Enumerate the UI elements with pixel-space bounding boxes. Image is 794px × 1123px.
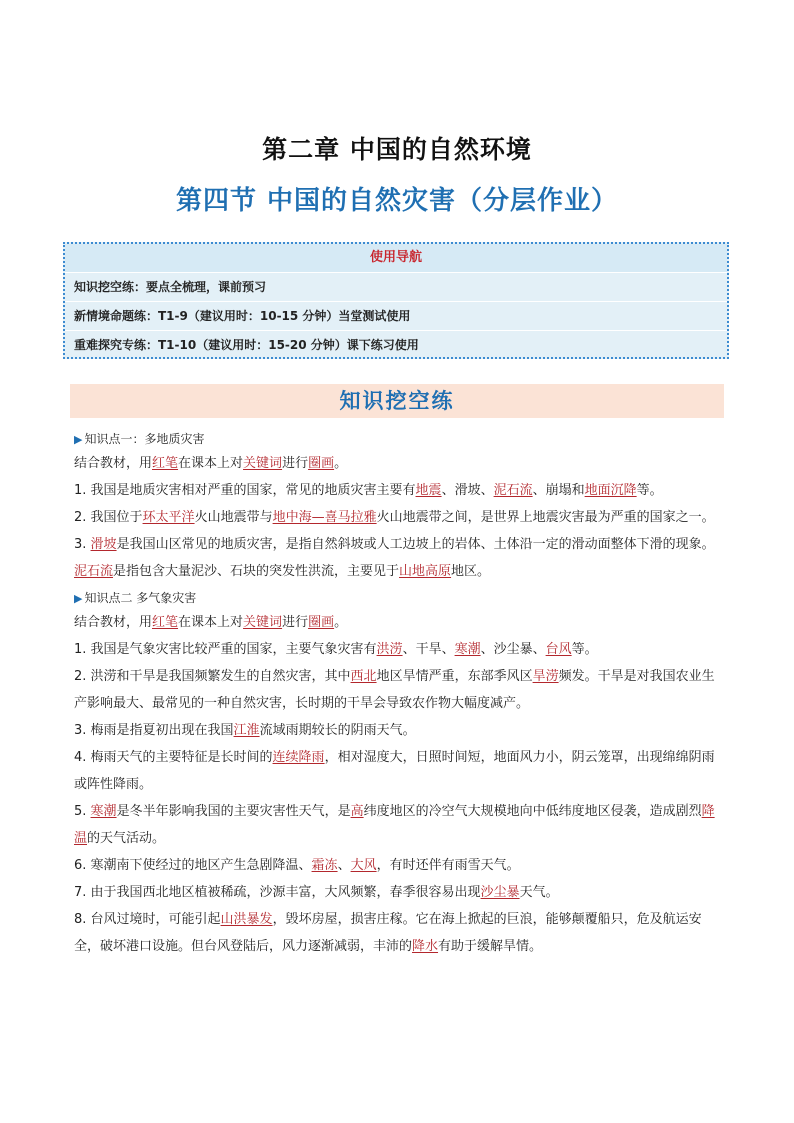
keyword: 连续降雨 (272, 750, 325, 765)
kp2-item-1 (74, 636, 726, 663)
keyword: 滑坡 (90, 537, 117, 552)
text-segment: 在课本上对 (178, 456, 244, 471)
keyword: 红笔 (152, 456, 179, 471)
keyword: 江淮 (233, 723, 260, 738)
text-segment: 地区。 (451, 564, 491, 579)
keyword: 大风 (350, 858, 377, 873)
knowledge-point-2-heading (74, 587, 726, 609)
section-title: 第四节 中国的自然灾害（分层作业） (175, 186, 619, 216)
text-segment: 、干旱、 (402, 642, 455, 657)
kp1-intro (74, 450, 726, 477)
text-segment: ，有时还伴有雨雪天气。 (376, 858, 520, 873)
kp2-item-8 (74, 906, 726, 960)
text-segment: 流域雨期较长的阴雨天气。 (259, 723, 416, 738)
kp2-item-7 (74, 879, 726, 906)
text-segment: ，毁坏房屋，损害庄稼。它在海上掀起的巨浪，能够颠覆船只，危及航运安全，破坏港口设施。但台风登陆后，风力逐渐减弱，丰沛的 (74, 912, 702, 954)
text-segment: 1. 我国是地质灾害相对严重的国家，常见的地质灾害主要有 (74, 483, 416, 498)
text-segment: 进行 (282, 456, 309, 471)
keyword: 环太平洋 (142, 510, 195, 525)
text-segment: 进行 (282, 615, 309, 630)
usage-navigation-box (63, 242, 729, 359)
kp2-item-2 (74, 663, 726, 717)
keyword: 洪涝 (376, 642, 403, 657)
text-segment: 6. 寒潮南下使经过的地区产生急剧降温、 (74, 858, 312, 873)
text-segment: 、崩塌和 (532, 483, 585, 498)
text-segment: 地区旱情严重，东部季风区 (376, 669, 533, 684)
kp1-heading-text: 知识点一：多地质灾害 (84, 432, 205, 446)
text-segment: 2. 我国位于 (74, 510, 143, 525)
keyword: 地中海—喜马拉雅 (272, 510, 377, 525)
keyword: 寒潮 (90, 804, 117, 819)
content-body (74, 426, 726, 960)
text-segment: 。 (334, 615, 348, 630)
text-segment: 2. 洪涝和干旱是我国频繁发生的自然灾害，其中 (74, 669, 351, 684)
knowledge-point-1-heading (74, 428, 726, 450)
text-segment: 1. 我国是气象灾害比较严重的国家，主要气象灾害有 (74, 642, 377, 657)
nav-row-homework: 重难探究专练：T1-10（建议用时：15-20 分钟）课下练习使用 (65, 330, 727, 359)
text-segment: 是冬半年影响我国的主要灾害性天气，是 (116, 804, 351, 819)
kp1-item-2 (74, 504, 726, 531)
text-segment: 、滑坡、 (441, 483, 494, 498)
keyword: 泥石流 (493, 483, 533, 498)
keyword: 旱涝 (532, 669, 559, 684)
keyword: 圈画 (308, 615, 335, 630)
section-banner: 知识挖空练 (70, 384, 724, 418)
text-segment: 纬度地区的冷空气大规模地向中低纬度地区侵袭，造成剧烈 (363, 804, 702, 819)
keyword: 西北 (350, 669, 377, 684)
text-segment: 5. (74, 804, 91, 819)
keyword: 高 (350, 804, 364, 819)
text-segment: 在课本上对 (178, 615, 244, 630)
nav-row-preview: 知识挖空练：要点全梳理，课前预习 (65, 272, 727, 301)
text-segment: 是我国山区常见的地质灾害，是指自然斜坡或人工边坡上的岩体、土体沿一定的滑动面整体下滑的现象。 (116, 537, 715, 552)
kp1-item-1 (74, 477, 726, 504)
text-segment: 等。 (571, 642, 598, 657)
text-segment: 火山地震带之间，是世界上地震灾害最为严重的国家之一。 (376, 510, 715, 525)
kp1-item-3 (74, 531, 726, 585)
text-segment: 4. 梅雨天气的主要特征是长时间的 (74, 750, 273, 765)
text-segment: 。 (334, 456, 348, 471)
keyword: 山洪暴发 (220, 912, 273, 927)
text-segment: 有助于缓解旱情。 (438, 939, 543, 954)
text-segment: 等。 (636, 483, 663, 498)
text-segment: 的天气活动。 (87, 831, 166, 846)
keyword: 地面沉降 (584, 483, 637, 498)
text-segment: 、 (337, 858, 351, 873)
keyword: 台风 (545, 642, 572, 657)
keyword: 山地高原 (399, 564, 452, 579)
text-segment: 天气。 (519, 885, 559, 900)
triangle-right-icon: ▶ (74, 433, 83, 446)
keyword: 关键词 (243, 456, 283, 471)
keyword: 红笔 (152, 615, 179, 630)
text-segment: 3. (74, 537, 91, 552)
text-segment: 、沙尘暴、 (480, 642, 546, 657)
keyword: 降温 (74, 804, 715, 846)
chapter-title: 第二章 中国的自然环境 (262, 135, 532, 164)
nav-title: 使用导航 (65, 244, 727, 272)
keyword: 寒潮 (454, 642, 481, 657)
kp2-item-3 (74, 717, 726, 744)
kp2-heading-text: 知识点二 多气象灾害 (84, 591, 197, 605)
text-segment: 7. 由于我国西北地区植被稀疏，沙源丰富，大风频繁，春季很容易出现 (74, 885, 481, 900)
text-segment: 8. 台风过境时，可能引起 (74, 912, 221, 927)
kp2-item-6 (74, 852, 726, 879)
keyword: 沙尘暴 (480, 885, 520, 900)
text-segment: 结合教材，用 (74, 456, 153, 471)
keyword: 圈画 (308, 456, 335, 471)
keyword: 地震 (415, 483, 442, 498)
triangle-right-icon: ▶ (74, 592, 83, 605)
text-segment: ，相对湿度大，日照时间短，地面风力小，阴云笼罩，出现绵绵阴雨或阵性降雨。 (74, 750, 715, 792)
text-segment: 是指包含大量泥沙、石块的突发性洪流，主要见于 (113, 564, 400, 579)
text-segment: 频发。干旱是对我国农业生产影响最大、最常见的一种自然灾害，长时期的干旱会导致农作物大幅度减产。 (74, 669, 715, 711)
keyword: 关键词 (243, 615, 283, 630)
nav-row-class-test: 新情境命题练：T1-9（建议用时：10-15 分钟）当堂测试使用 (65, 301, 727, 330)
text-segment: 3. 梅雨是指夏初出现在我国 (74, 723, 234, 738)
keyword: 降水 (412, 939, 439, 954)
text-segment: 结合教材，用 (74, 615, 153, 630)
kp2-item-5 (74, 798, 726, 852)
kp2-intro (74, 609, 726, 636)
keyword: 霜冻 (311, 858, 338, 873)
keyword: 泥石流 (74, 564, 114, 579)
text-segment: 火山地震带与 (194, 510, 273, 525)
kp2-item-4 (74, 744, 726, 798)
